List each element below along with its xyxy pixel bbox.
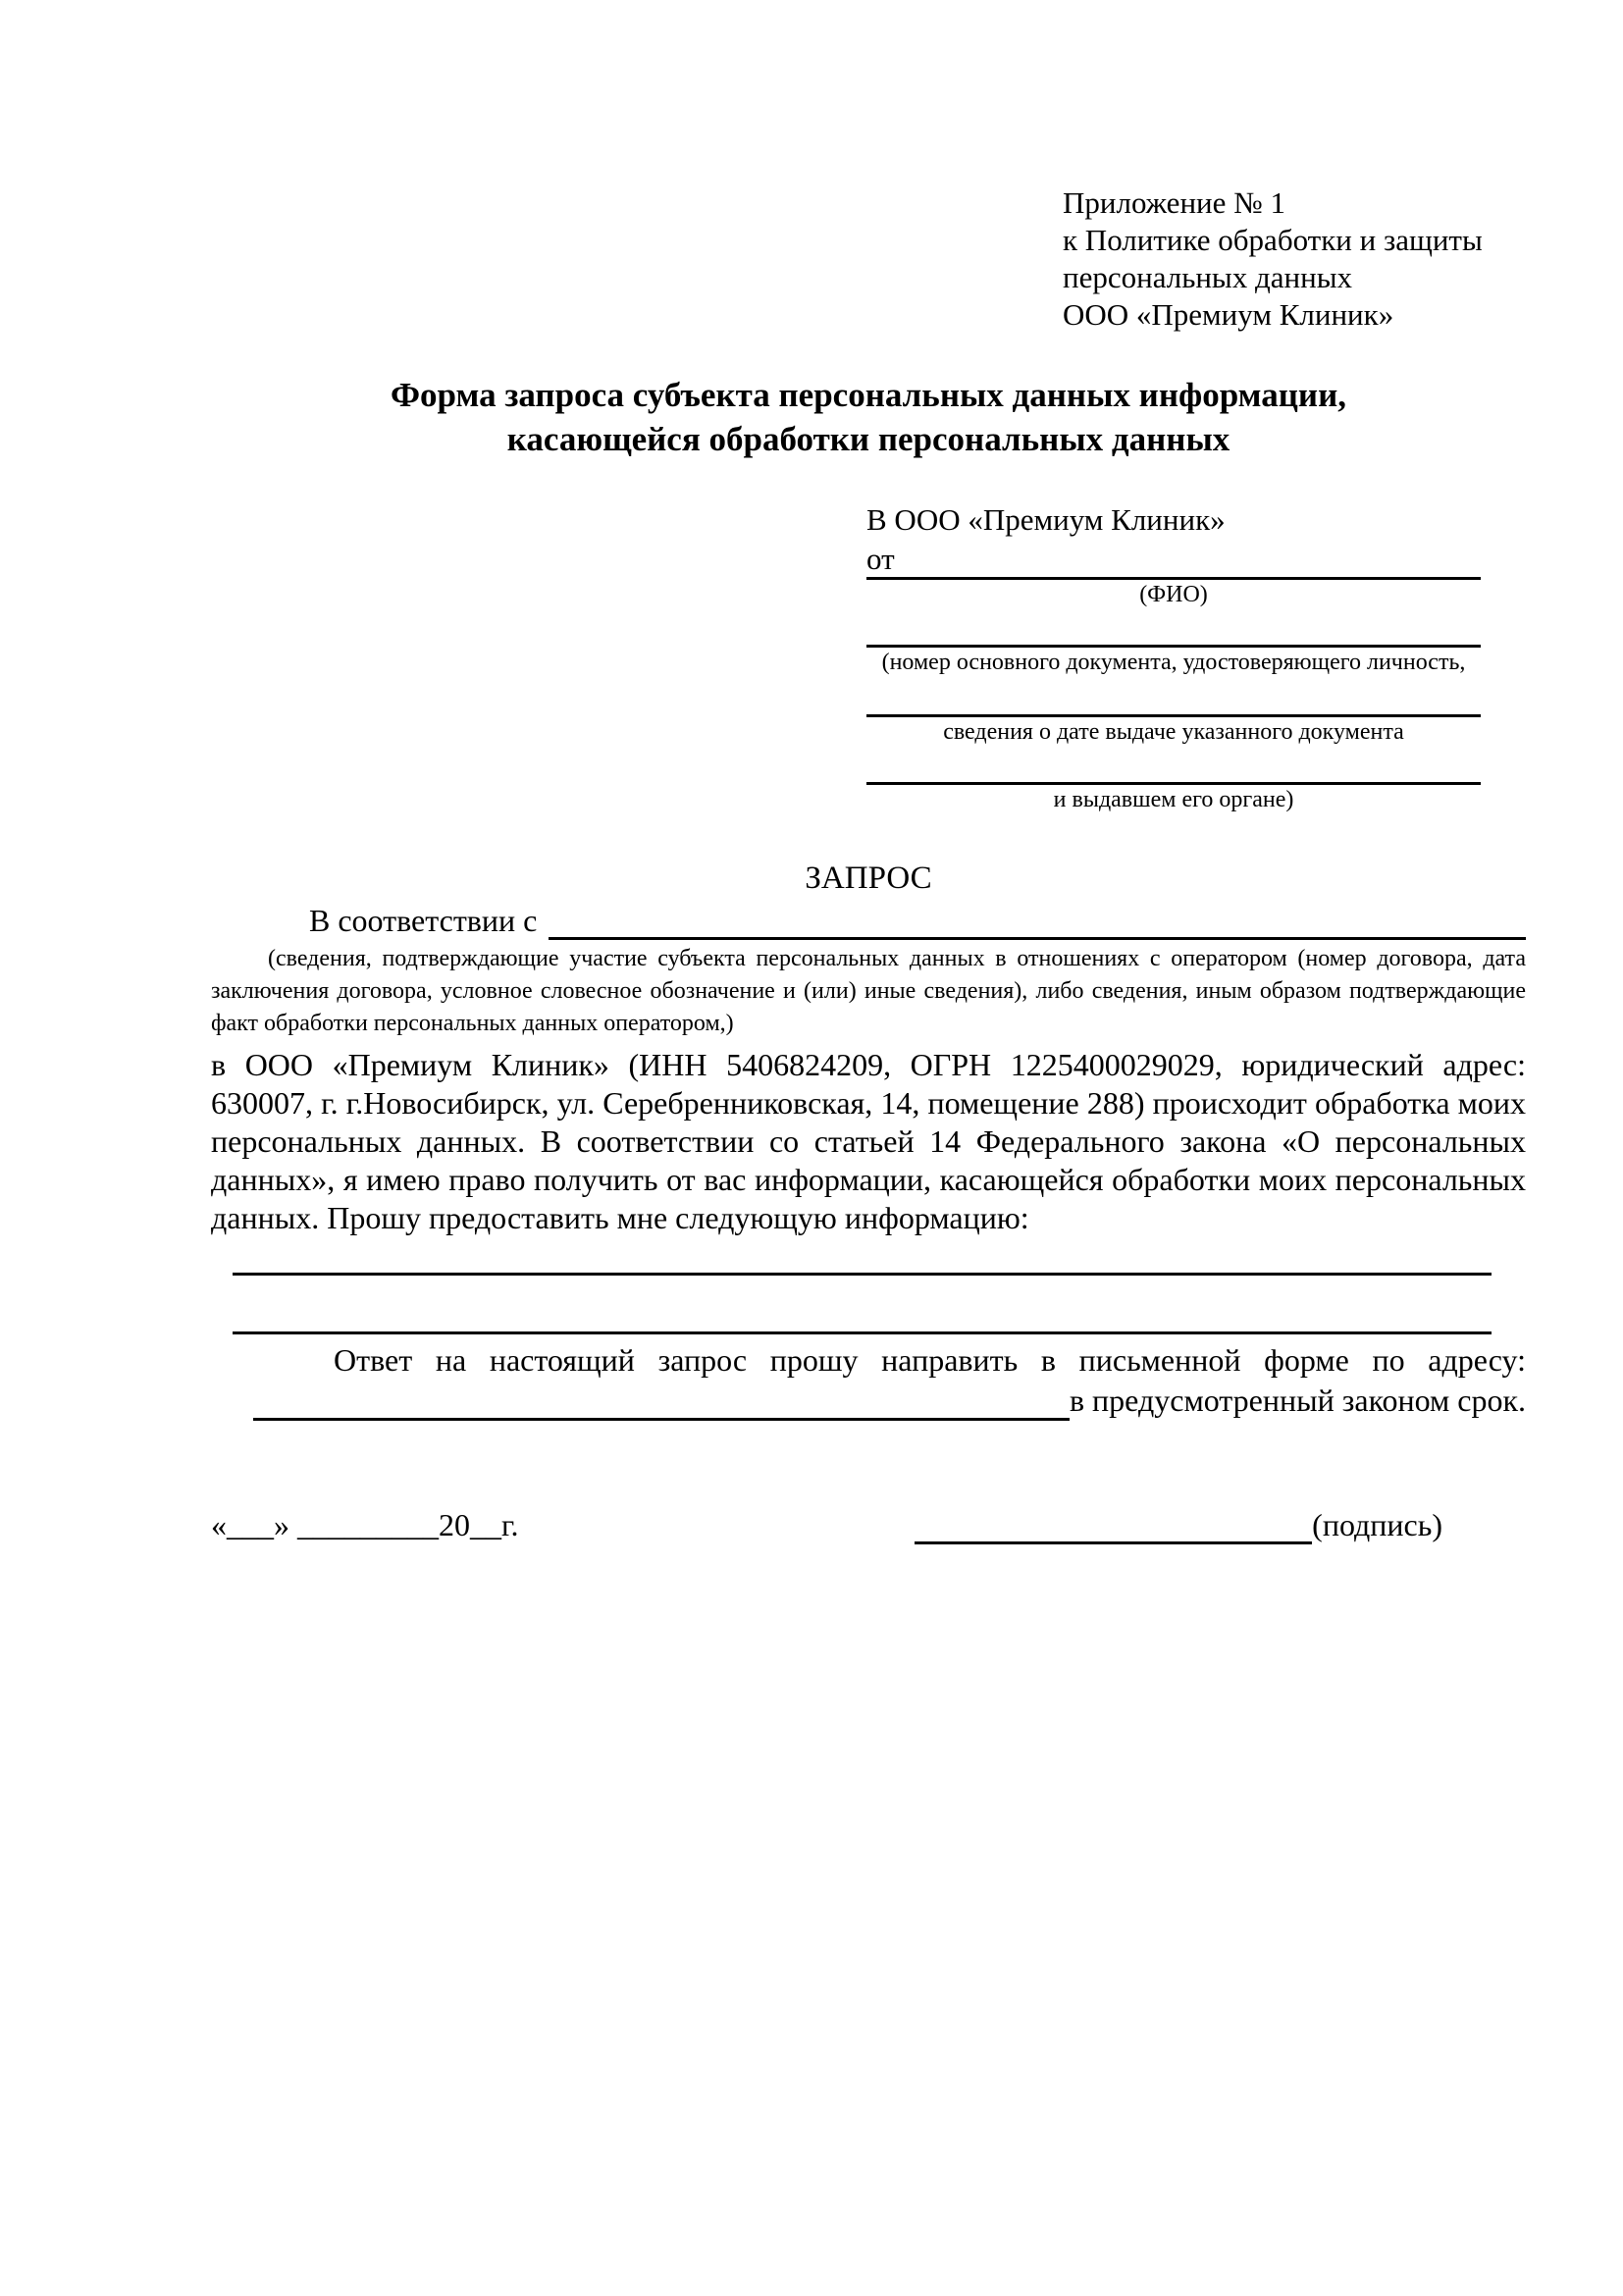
signature-caption: (подпись) — [1312, 1507, 1442, 1542]
appendix-line: Приложение № 1 — [1063, 185, 1285, 220]
reply-deadline-text: в предусмотренный законом срок. — [1069, 1383, 1526, 1418]
title-line: касающейся обработки персональных данных — [506, 420, 1230, 458]
appendix-line: ООО «Премиум Клиник» — [1063, 297, 1394, 332]
basis-intro-row — [211, 901, 1526, 940]
signature-field-line[interactable] — [915, 1506, 1312, 1544]
request-body: в ООО «Премиум Клиник» (ИНН 5406824209, ОГРН 1225400029029, юридический адрес: 630007, г. г.Новосибирск, ул. Серебренниковская, 14, помещение 288) происходит обработка моих персональных данных. В соответствии со статьей 14 Федерального закона «О персональных данных», я имею право получить от вас информации, касающейся обработки моих персональных данных. Прошу предоставить мне следующую информацию: — [211, 1047, 1526, 1235]
issuer-caption: и выдавшем его органе) — [1053, 787, 1294, 812]
basis-intro-label: В соответствии с — [309, 903, 538, 938]
reply-address-row — [211, 1380, 1526, 1421]
basis-footnote: (сведения, подтверждающие участие субъекта персональных данных в отношениях с оператором (номер договора, дата заключения договора, условное словесное обозначение и (или) иные сведения), либо сведения, иным образом подтверждающие факт обработки персональных данных оператором,) — [211, 946, 1526, 1036]
document-title — [211, 373, 1526, 461]
signature-group — [915, 1505, 1442, 1544]
requested-info-field-line-2[interactable] — [233, 1331, 1492, 1334]
basis-field-line[interactable] — [549, 904, 1526, 940]
reply-address-field-line[interactable] — [253, 1383, 1070, 1421]
recipient-to: В ООО «Премиум Клиник» — [866, 502, 1226, 537]
id-doc-caption: (номер основного документа, удостоверяющего личность, — [881, 650, 1466, 675]
recipient-block — [866, 502, 1481, 814]
title-line: Форма запроса субъекта персональных данных информации, — [390, 376, 1347, 414]
request-heading: ЗАПРОС — [805, 861, 932, 896]
reply-request-sentence: Ответ на настоящий запрос прошу направить в письменной форме по адресу: — [334, 1342, 1526, 1378]
fio-caption: (ФИО) — [1139, 582, 1208, 607]
appendix-note — [1063, 184, 1526, 334]
footer-row — [211, 1505, 1526, 1544]
appendix-line: персональных данных — [1063, 260, 1353, 294]
recipient-from-label: от — [866, 542, 895, 576]
issue-date-caption: сведения о дате выдаче указанного документа — [943, 719, 1404, 745]
date-fill-line[interactable]: «___» _________20__г. — [211, 1507, 519, 1542]
appendix-line: к Политике обработки и защиты — [1063, 223, 1483, 257]
requested-info-field-line-1[interactable] — [233, 1273, 1492, 1276]
